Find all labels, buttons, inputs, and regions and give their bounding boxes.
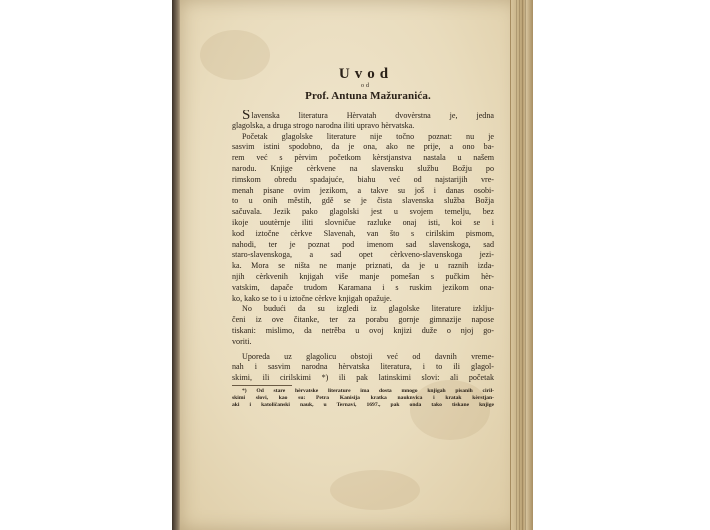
text-line: narodu. Knjige cèrkvene na slavensku službu Božju po bbox=[232, 163, 494, 173]
title-connector: od bbox=[361, 83, 371, 89]
text-line: Početak glagolske literature nije točno poznat: nu je bbox=[242, 131, 494, 141]
author-heading: Prof. Antuna Mažuranića. bbox=[305, 90, 431, 102]
drop-cap: S bbox=[242, 110, 251, 121]
text-line: voriti. bbox=[232, 336, 252, 346]
text-line: sačuvala. Jezik pako glagolski jest u svojem temelju, bez bbox=[232, 207, 494, 217]
footnote-line: *) Od stare hèrvatske literature ima dosta mnogo knjigah pisanih ciril- bbox=[242, 387, 494, 394]
text-line: ka. Mora se ništa ne manje priznati, da je u raznih izda- bbox=[232, 261, 494, 271]
text-line: čeni iz ove čitanke, ter za porabu gornje gimnazije napose bbox=[232, 315, 494, 325]
text-line: Uporeda uz glagolicu obstoji već od davnih vreme- bbox=[242, 351, 494, 361]
text-line: vatskim, dapače trudom Karamana i s ruskim jezikom ona- bbox=[232, 282, 494, 292]
text-line: rimskom obredu spadajuće, biahu već od najstarijih vre- bbox=[232, 174, 494, 184]
text-line: sasvim istini spodobno, da je ona, ako ne prije, a ono ba- bbox=[232, 142, 494, 152]
text-line: ko, kako se to i u iztočne cèrkve knjigah opažuje. bbox=[232, 293, 392, 303]
text-line: glagolska, a druga strogo narodna iliti upravo hèrvatska. bbox=[232, 120, 415, 130]
text-line: tiskani: mislimo, da netrěba u ovoj knjizi duže o njoj go- bbox=[232, 325, 494, 335]
text-line: nahodi, ter je poznat pod imenom sad slavenskoga, sad bbox=[232, 239, 494, 249]
footnote-line: skimi slovi, kao su: Petra Kanisija kratka nauknvica i kratak kèrstjan- bbox=[232, 395, 494, 402]
text-line: staro-slavenskoga, a sad opet cèrkveno-slavenskoga jezi- bbox=[232, 250, 494, 260]
page-text bbox=[232, 66, 494, 409]
text-line: rem već s pèrvim početkom kèrstjanstva nastala u našem bbox=[232, 153, 494, 163]
text-line: No budući da su izgledi iz glagolske literature izklju- bbox=[242, 304, 494, 314]
page-edge-lines bbox=[516, 0, 528, 530]
footnote-line: aki i katoličanski nauk, u Ternavi, 1697., pak onda tako tiskane knjige bbox=[232, 402, 494, 409]
text-line: kod iztočne cèrkve Slavenah, van što s cirilskim pismom, bbox=[232, 228, 494, 238]
text-line: to u onih městih, gdě se je čista slavenska služba Božja bbox=[232, 196, 494, 206]
page-title: Uvod bbox=[338, 66, 394, 82]
text-line: Slavenska literatura Hèrvatah dvovèrstna je, jedna bbox=[232, 110, 494, 121]
text-line: menah pisane ovim jezikom, a takve su još i danas osobi- bbox=[232, 185, 494, 195]
footnote-rule bbox=[232, 385, 292, 386]
paper-stain bbox=[330, 470, 420, 510]
text-line: ikoje uoutèrnje iliti slovničue razluke onaj isti, koi se i bbox=[232, 217, 494, 227]
text-line: njih cèrkvenih knjigah više manje pomešan s pučkim hèr- bbox=[232, 271, 494, 281]
text-line: skimi, ili cirilskimi *) ili pak latinskimi slovi: ali početak bbox=[232, 373, 494, 383]
text-line: nah i sasvim narodna hèrvatska literatura, i to ili glagol- bbox=[232, 362, 494, 372]
